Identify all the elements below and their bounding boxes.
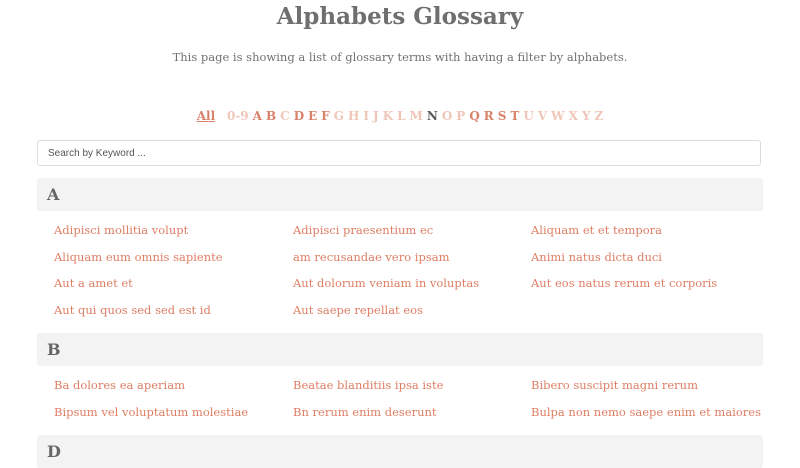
filter-letter-b[interactable]: B (265, 109, 277, 123)
filter-letter-j[interactable]: J (373, 109, 379, 123)
section-header-a: A (37, 178, 763, 211)
filter-letter-c[interactable]: C (280, 109, 290, 123)
filter-letter-e[interactable]: E (308, 109, 318, 123)
glossary-term-link[interactable]: Beatae blanditiis ipsa iste (293, 378, 444, 392)
filter-letter-t[interactable]: T (510, 109, 520, 123)
glossary-term-link[interactable]: Aliquam et et tempora (531, 223, 662, 237)
filter-letter-w[interactable]: W (551, 109, 565, 123)
filter-letter-i[interactable]: I (363, 109, 369, 123)
filter-letter-r[interactable]: R (483, 109, 494, 123)
filter-letter-s[interactable]: S (497, 109, 507, 123)
filter-letter-a[interactable]: A (252, 109, 262, 123)
filter-letter-0-9[interactable]: 0-9 (226, 109, 249, 123)
glossary-term-link[interactable]: Ba dolores ea aperiam (54, 378, 185, 392)
glossary-term-link[interactable]: Aliquam eum omnis sapiente (54, 249, 223, 264)
filter-letter-o[interactable]: O (441, 109, 453, 123)
filter-letter-f[interactable]: F (321, 109, 330, 123)
filter-letter-g[interactable]: G (333, 109, 345, 123)
filter-letter-q[interactable]: Q (469, 109, 480, 123)
glossary-term-link[interactable]: Bipsum vel voluptatum molestiae (54, 404, 249, 419)
glossary-term-link[interactable]: Aut qui quos sed sed est id (54, 302, 211, 317)
filter-letter-n[interactable]: N (426, 109, 438, 123)
alphabet-filter (0, 109, 800, 123)
filter-letter-v[interactable]: V (537, 109, 548, 123)
filter-letter-d[interactable]: D (293, 109, 305, 123)
search-input[interactable] (37, 140, 761, 166)
glossary-term-link[interactable]: Aut a amet et (54, 276, 133, 290)
page-subtitle: This page is showing a list of glossary terms with having a filter by alphabets. (172, 50, 628, 64)
filter-letter-h[interactable]: H (348, 109, 360, 123)
glossary-term-link[interactable]: Aut dolorum veniam in voluptas (293, 276, 480, 290)
filter-letter-x[interactable]: X (568, 109, 578, 123)
glossary-term-link[interactable]: Adipisci mollitia volupt (54, 223, 189, 237)
filter-letter-l[interactable]: L (397, 109, 406, 123)
glossary-term-link[interactable]: Aut saepe repellat eos (293, 302, 423, 317)
filter-all-link[interactable]: All (196, 109, 216, 123)
glossary-term-link[interactable]: Bibero suscipit magni rerum (531, 378, 698, 392)
page-title: Alphabets Glossary (276, 3, 524, 30)
glossary-term-link[interactable]: Bulpa non nemo saepe enim et maiores (531, 404, 761, 419)
filter-letter-m[interactable]: M (409, 109, 423, 123)
glossary-term-link[interactable]: Aut eos natus rerum et corporis (531, 276, 718, 290)
filter-letter-p[interactable]: P (456, 109, 466, 123)
filter-letter-y[interactable]: Y (581, 109, 591, 123)
glossary-term-link[interactable]: am recusandae vero ipsam (293, 249, 450, 264)
glossary-term-link[interactable]: Adipisci praesentium ec (293, 223, 434, 237)
section-header-b: B (37, 333, 763, 366)
glossary-term-link[interactable]: Animi natus dicta duci (531, 249, 662, 264)
glossary-term-link[interactable]: Bn rerum enim deserunt (293, 404, 437, 419)
filter-letter-u[interactable]: U (523, 109, 534, 123)
filter-letter-z[interactable]: Z (594, 109, 604, 123)
filter-letter-k[interactable]: K (382, 109, 394, 123)
section-header-d: D (37, 435, 763, 468)
